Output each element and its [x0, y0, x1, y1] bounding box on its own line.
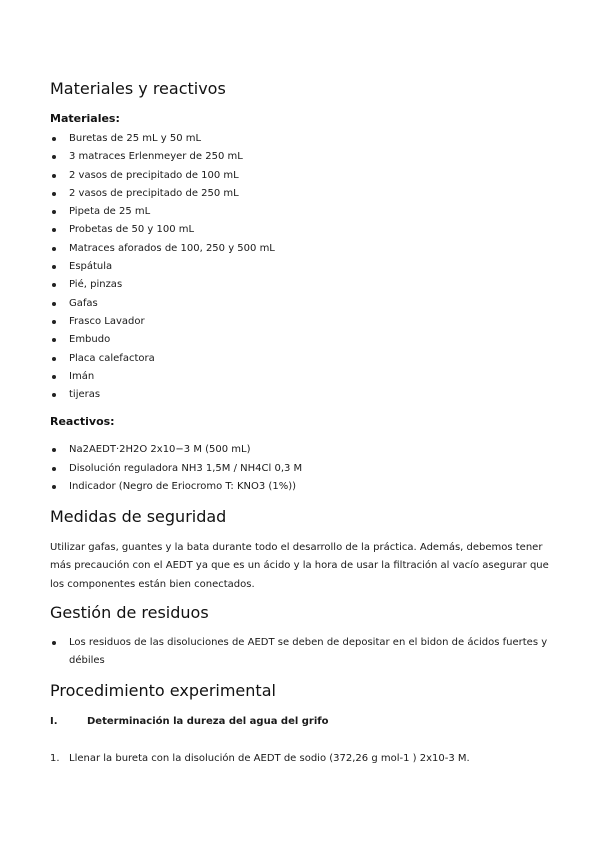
part-number: I.	[50, 716, 58, 727]
reagents-list	[50, 441, 302, 497]
safety-section-title: Medidas de seguridad	[50, 507, 227, 526]
list-item: Pipeta de 25 mL	[50, 203, 275, 221]
list-item: 2 vasos de precipitado de 250 mL	[50, 185, 275, 203]
materials-list	[50, 130, 275, 404]
list-item: Probetas de 50 y 100 mL	[50, 221, 275, 239]
list-item: Buretas de 25 mL y 50 mL	[50, 130, 275, 148]
procedure-step	[50, 753, 470, 764]
list-item: 3 matraces Erlenmeyer de 250 mL	[50, 148, 275, 166]
list-item: Espátula	[50, 258, 275, 276]
procedure-section-title: Procedimiento experimental	[50, 681, 276, 700]
list-item: Gafas	[50, 295, 275, 313]
waste-section-title: Gestión de residuos	[50, 603, 209, 622]
waste-list	[50, 634, 560, 671]
procedure-part-heading	[50, 716, 329, 727]
step-text: Llenar la bureta con la disolución de AEDT de sodio (372,26 g mol-1 ) 2x10-3 M.	[69, 753, 470, 764]
step-number: 1.	[50, 753, 60, 764]
list-item: tijeras	[50, 386, 275, 404]
list-item: 2 vasos de precipitado de 100 mL	[50, 167, 275, 185]
list-item: Pié, pinzas	[50, 276, 275, 294]
materials-heading: Materiales:	[50, 112, 120, 125]
list-item: Indicador (Negro de Eriocromo T: KNO3 (1%))	[50, 478, 302, 497]
list-item: Placa calefactora	[50, 350, 275, 368]
list-item: Imán	[50, 368, 275, 386]
reagents-heading: Reactivos:	[50, 415, 115, 428]
list-item: Disolución reguladora NH3 1,5M / NH4Cl 0,3 M	[50, 460, 302, 479]
list-item: Matraces aforados de 100, 250 y 500 mL	[50, 240, 275, 258]
part-title: Determinación la dureza del agua del grifo	[87, 716, 329, 727]
list-item: Los residuos de las disoluciones de AEDT se deben de depositar en el bidon de ácidos fuertes y débiles	[50, 634, 560, 671]
safety-paragraph: Utilizar gafas, guantes y la bata durante todo el desarrollo de la práctica. Además, debemos tener más precaución con el AEDT ya que es un ácido y la hora de usar la filtración al vacío asegurar que los componentes están bien conectados.	[50, 542, 549, 590]
list-item: Embudo	[50, 331, 275, 349]
list-item: Frasco Lavador	[50, 313, 275, 331]
list-item: Na2AEDT·2H2O 2x10−3 M (500 mL)	[50, 441, 302, 460]
materials-section-title: Materiales y reactivos	[50, 79, 226, 98]
